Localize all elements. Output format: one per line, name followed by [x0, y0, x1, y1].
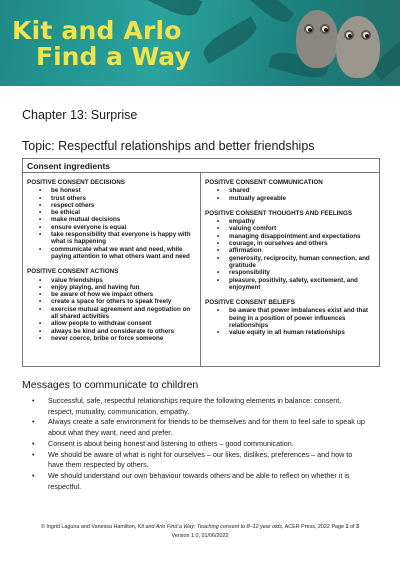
message-item: • We should be aware of what is right for ourselves – our likes, dislikes, preferences – and how to have them respected by others. [22, 450, 368, 471]
chapter-title: Chapter 13: Surprise [22, 108, 138, 122]
list-item: • affirmation [205, 247, 375, 254]
message-item: • Consent is about being honest and listening to others – good communication. [22, 439, 368, 450]
footer-book-title: Kit and Arlo Find a Way: Teaching consent to 8–12 year olds [137, 524, 282, 530]
footer-page-number: 1 [345, 524, 349, 530]
section-list [27, 187, 196, 260]
book-title-logo: Kit and Arlo Find a Way [12, 16, 191, 72]
left-column [23, 173, 201, 366]
list-item: • take responsibility that everyone is happy with what is happening [27, 231, 196, 246]
list-item: • always be kind and considerate to others [27, 328, 196, 335]
message-item: • Successful, safe, respectful relationships require the following elements in balance: consent, respect, mutuality, communication, empathy. [22, 396, 368, 417]
leaf-decoration [199, 16, 261, 63]
list-item: • pleasure, positivity, safety, excitement, and enjoyment [205, 277, 375, 292]
header-banner [0, 0, 400, 86]
table-heading: Consent ingredients [23, 159, 379, 173]
list-item: • never coerce, bribe or force someone [27, 335, 196, 342]
list-item: • enjoy playing, and having fun [27, 284, 196, 291]
section-list [27, 277, 196, 343]
list-item: • mutually agreeable [205, 195, 375, 202]
list-item: • shared [205, 187, 375, 194]
list-item: • be honest [27, 187, 196, 194]
section-list [205, 307, 375, 336]
list-item: • value equity in all human relationships [205, 329, 375, 336]
list-item: • value friendships [27, 277, 196, 284]
list-item: • respect others [27, 202, 196, 209]
list-item: • be aware that power imbalances exist and that being in a position of power influences relationships [205, 307, 375, 329]
list-item: • make mutual decisions [27, 216, 196, 223]
footer-version: Version 1.0, 01/06/2022 [171, 533, 229, 539]
list-item: • exercise mutual agreement and negotiation on all shared activities [27, 306, 196, 321]
list-item: • ensure everyone is equal [27, 224, 196, 231]
list-item: • empathy [205, 218, 375, 225]
section-list [205, 187, 375, 202]
footer-copyright: © Ingrid Laguna and Vanessa Hamilton, [40, 524, 138, 530]
footer-page-label: Page [331, 524, 346, 530]
owl-illustration [296, 10, 338, 68]
section-title: POSITIVE CONSENT COMMUNICATION [205, 179, 323, 186]
list-item: • allow people to withdraw consent [27, 320, 196, 327]
list-item: • responsibility [205, 269, 375, 276]
list-item: • managing disappointment and expectations [205, 233, 375, 240]
consent-ingredients-table [22, 158, 380, 367]
topic-title: Topic: Respectful relationships and better friendships [22, 139, 315, 153]
list-item: • communicate what we want and need, while paying attention to what others want and need [27, 246, 196, 261]
messages-heading: Messages to communicate to children [22, 379, 199, 391]
right-column [201, 173, 379, 366]
section-title: POSITIVE CONSENT ACTIONS [27, 268, 119, 276]
section-list [205, 218, 375, 291]
page-footer: © Ingrid Laguna and Vanessa Hamilton, Kit and Arlo Find a Way: Teaching consent to 8–12 year olds, ACER Press, 2022 Page 1 of 3 Version 1.0, 01/06/2022 [0, 523, 400, 541]
section-title: POSITIVE CONSENT THOUGHTS AND FEELINGS [205, 209, 353, 217]
section-title: POSITIVE CONSENT DECISIONS [27, 179, 125, 186]
owl-illustration [336, 16, 380, 78]
section-title: POSITIVE CONSENT BELIEFS [205, 299, 295, 307]
messages-list [22, 396, 368, 492]
message-item: • We should understand our own behaviour towards others and be able to reflect on whether it is respectful. [22, 471, 368, 492]
list-item: • courage, in ourselves and others [205, 240, 375, 247]
list-item: • trust others [27, 195, 196, 202]
list-item: • be aware of how we impact others [27, 291, 196, 298]
list-item: • be ethical [27, 209, 196, 216]
footer-publisher: , ACER Press, 2022 [281, 524, 330, 530]
message-item: • Always create a safe environment for friends to be themselves and for them to feel safe to speak up about what they want, need and prefer. [22, 417, 368, 438]
list-item: • valuing comfort [205, 225, 375, 232]
list-item: • generosity, reciprocity, human connection, and gratitude [205, 255, 375, 270]
list-item: • create a space for others to speak freely [27, 298, 196, 305]
footer-page-total: 3 [356, 524, 360, 530]
